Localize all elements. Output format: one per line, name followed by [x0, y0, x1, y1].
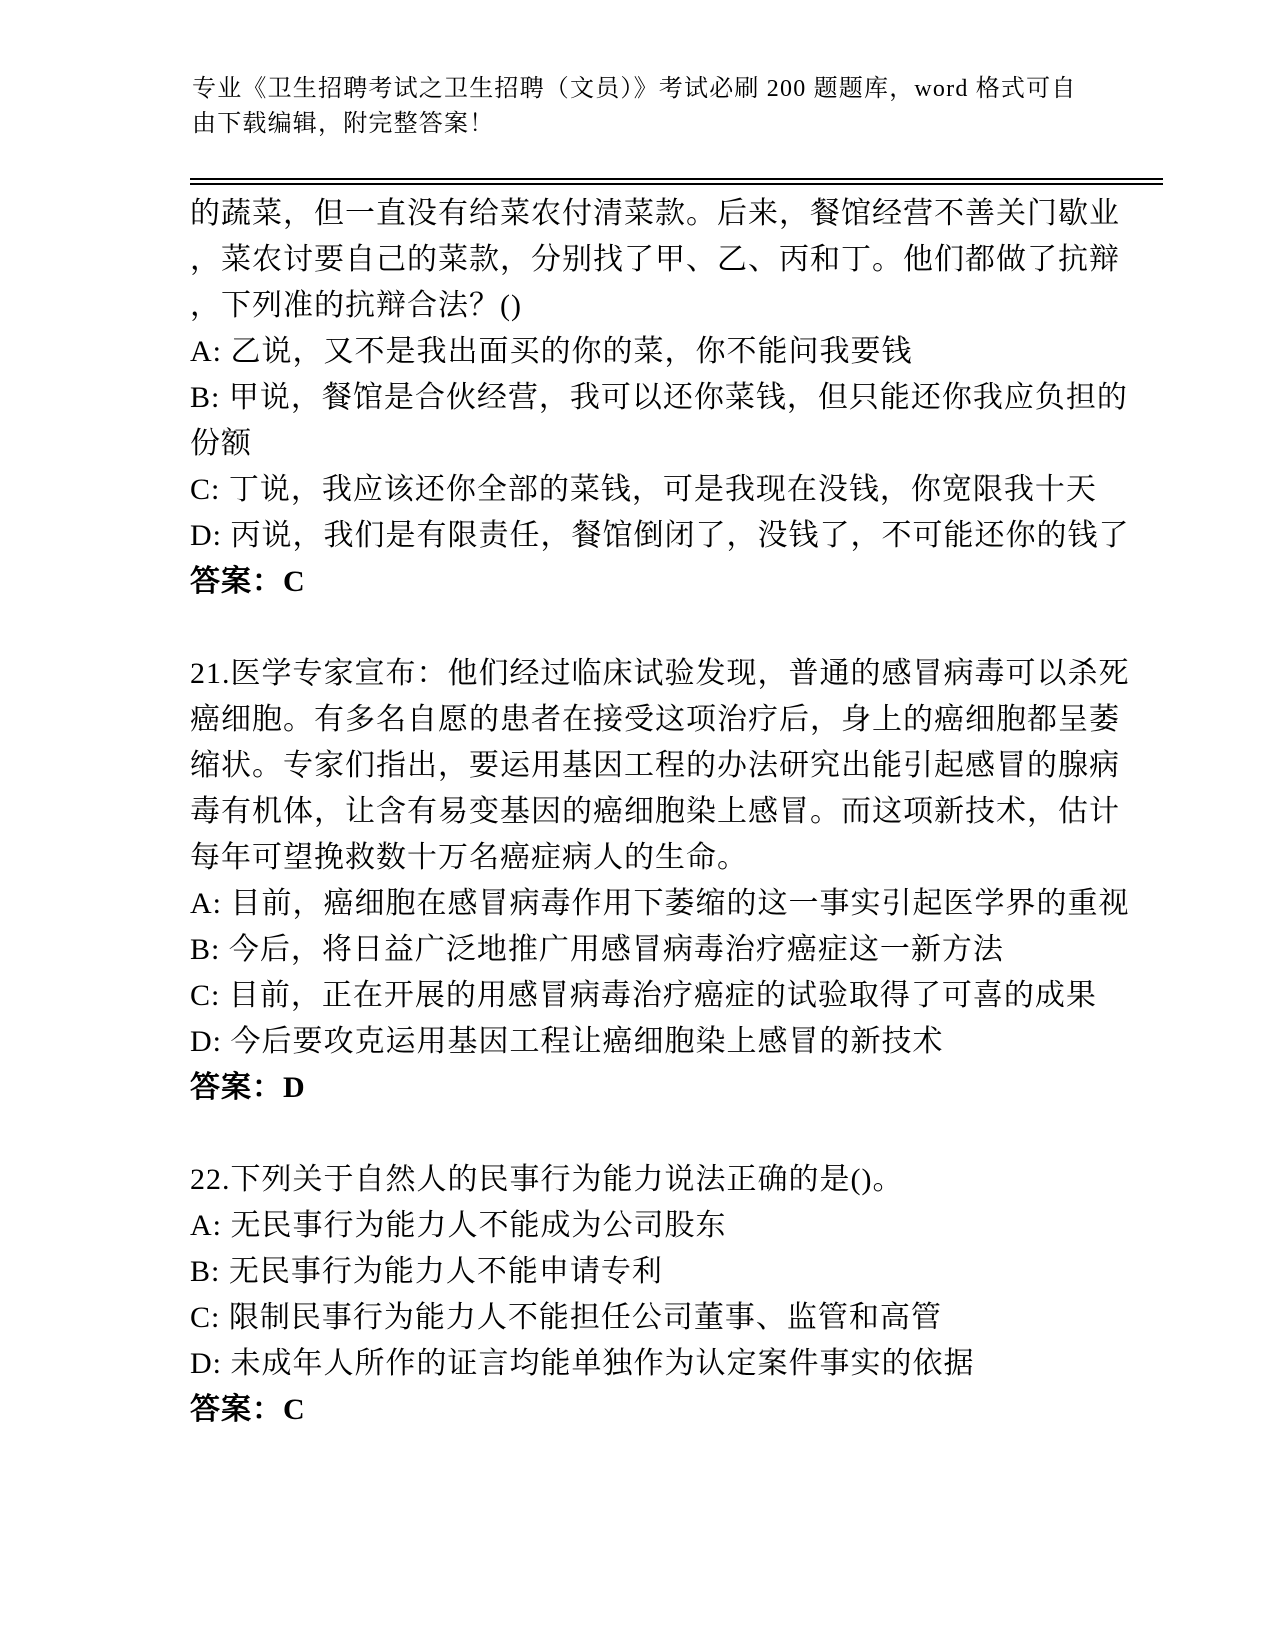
- header-divider: [190, 178, 1163, 185]
- option-line-a: A: 乙说，又不是我出面买的你的菜，你不能问我要钱: [190, 335, 913, 368]
- option-line-a: A: 目前，癌细胞在感冒病毒作用下萎缩的这一事实引起医学界的重视: [190, 887, 1130, 920]
- option-line-c: C: 丁说，我应该还你全部的菜钱，可是我现在没钱，你宽限我十天: [190, 473, 1097, 506]
- header-text-line: 专业《卫生招聘考试之卫生招聘（文员）》考试必刷 200 题题库，word 格式可自: [192, 76, 1077, 102]
- question-block-21: [190, 651, 1135, 1111]
- answer-line: 答案：D: [190, 1071, 306, 1104]
- option-line-a: A: 无民事行为能力人不能成为公司股东: [190, 1209, 727, 1242]
- question-stem-line: 每年可望挽救数十万名癌症病人的生命。: [190, 841, 748, 874]
- option-line-d: D: 今后要攻克运用基因工程让癌细胞染上感冒的新技术: [190, 1025, 944, 1058]
- question-stem-line: ，下列准的抗辩合法？(): [190, 289, 522, 322]
- option-line-d: D: 丙说，我们是有限责任，餐馆倒闭了，没钱了，不可能还你的钱了: [190, 519, 1130, 552]
- option-line-b: B: 无民事行为能力人不能申请专利: [190, 1255, 663, 1288]
- question-stem-line: 的蔬菜，但一直没有给菜农付清菜款。后来，餐馆经营不善关门歇业: [190, 197, 1120, 230]
- document-body: [190, 191, 1135, 1433]
- option-line-b: B: 今后，将日益广泛地推广用感冒病毒治疗癌症这一新方法: [190, 933, 1004, 966]
- option-line-b: B: 甲说，餐馆是合伙经营，我可以还你菜钱，但只能还你我应负担的: [190, 381, 1128, 414]
- question-stem-line: 缩状。专家们指出，要运用基因工程的办法研究出能引起感冒的腺病: [190, 749, 1120, 782]
- question-block-22: [190, 1157, 1135, 1433]
- question-stem-line: 21.医学专家宣布：他们经过临床试验发现，普通的感冒病毒可以杀死: [190, 657, 1130, 690]
- question-block-20: [190, 191, 1135, 605]
- option-line-c: C: 限制民事行为能力人不能担任公司董事、监管和高管: [190, 1301, 942, 1334]
- question-stem-line: ，菜农讨要自己的菜款，分别找了甲、乙、丙和丁。他们都做了抗辩: [190, 243, 1120, 276]
- header-text-line: 由下载编辑，附完整答案！: [192, 111, 495, 137]
- question-stem-line: 癌细胞。有多名自愿的患者在接受这项治疗后，身上的癌细胞都呈萎: [190, 703, 1120, 736]
- document-header: [192, 72, 1132, 142]
- option-line-c: C: 目前，正在开展的用感冒病毒治疗癌症的试验取得了可喜的成果: [190, 979, 1097, 1012]
- answer-line: 答案：C: [190, 565, 306, 598]
- question-stem-line: 22.下列关于自然人的民事行为能力说法正确的是()。: [190, 1163, 904, 1196]
- answer-line: 答案：C: [190, 1393, 306, 1426]
- question-stem-line: 毒有机体，让含有易变基因的癌细胞染上感冒。而这项新技术，估计: [190, 795, 1120, 828]
- option-line-d: D: 未成年人所作的证言均能单独作为认定案件事实的依据: [190, 1347, 975, 1380]
- option-line-b-wrap: 份额: [190, 427, 252, 460]
